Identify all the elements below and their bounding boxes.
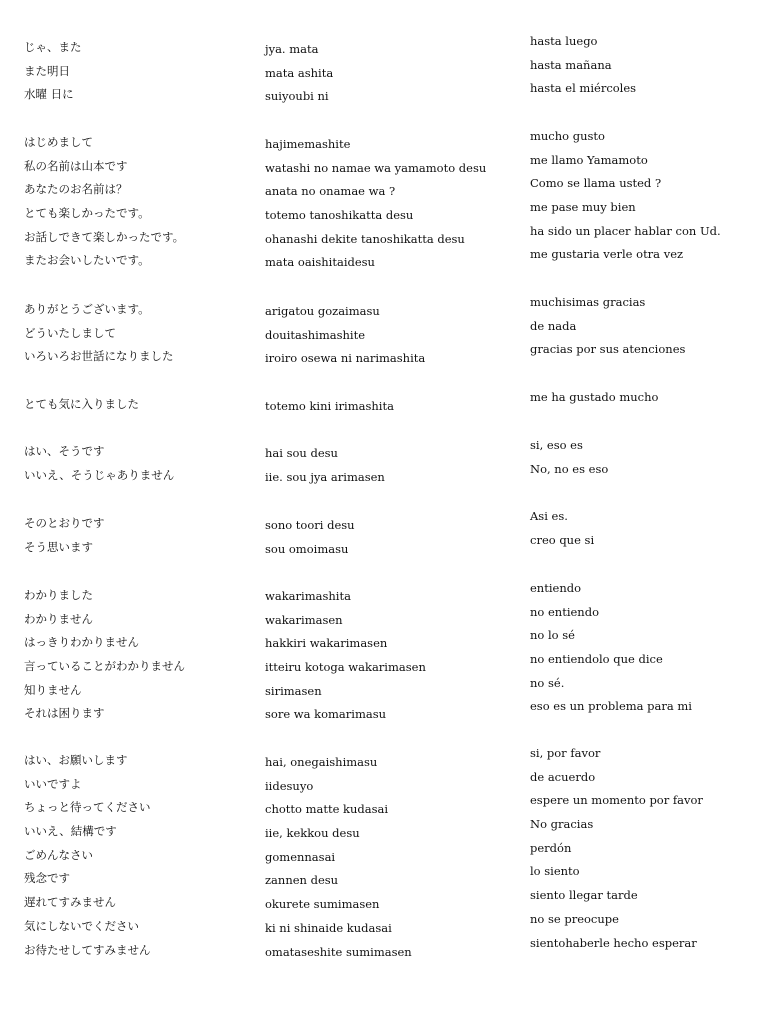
japanese-phrase: あなたのお名前は？	[24, 182, 128, 197]
japanese-phrase: 言っていることがわかりません	[24, 659, 185, 674]
spanish-phrase: sientohaberle hecho esperar	[530, 935, 697, 950]
spanish-phrase: espere un momento por favor	[530, 793, 703, 808]
romaji-phrase: anata no onamae wa ?	[265, 184, 396, 199]
japanese-phrase: お話しできて楽しかったです。	[24, 229, 185, 244]
spanish-phrase: si, eso es	[530, 438, 583, 452]
romaji-phrase: watashi no namae wa yamamoto desu	[265, 160, 487, 175]
romaji-phrase: suiyoubi ni	[265, 89, 329, 104]
phrase-group	[265, 585, 520, 727]
phrase-group	[24, 131, 254, 273]
spanish-phrase: mucho gusto	[530, 129, 605, 143]
spanish-phrase: lo siento	[530, 864, 580, 879]
phrase-group	[265, 751, 520, 964]
romaji-phrase: sore wa komarimasu	[265, 707, 387, 722]
spanish-phrase: no entiendo	[530, 604, 599, 619]
romaji-phrase: iidesuyo	[265, 778, 314, 793]
phrase-group	[265, 300, 520, 371]
romaji-phrase: zannen desu	[265, 873, 339, 888]
phrase-group	[530, 577, 765, 719]
spanish-phrase: No, no es eso	[530, 461, 609, 476]
phrase-group	[24, 298, 254, 369]
phrase-group	[530, 505, 765, 552]
japanese-phrase: お待たせしてすみません	[24, 942, 151, 957]
japanese-phrase: いいえ、結構です	[24, 824, 117, 839]
japanese-phrase: はじめまして	[24, 135, 93, 149]
japanese-phrase: それは困ります	[24, 706, 105, 721]
romaji-phrase: wakarimasen	[265, 612, 343, 627]
romaji-phrase: hajimemashite	[265, 137, 351, 151]
romaji-phrase: iroiro osewa ni narimashita	[265, 351, 426, 366]
romaji-phrase: hai sou desu	[265, 446, 338, 460]
spanish-phrase: si, por favor	[530, 746, 601, 760]
spanish-phrase: hasta mañana	[530, 57, 612, 72]
japanese-phrase: 残念です	[24, 871, 70, 886]
japanese-phrase: 遅れてすみません	[24, 895, 116, 910]
japanese-phrase: ちょっと待ってください	[24, 800, 151, 815]
romaji-phrase: sono toori desu	[265, 518, 355, 532]
phrase-group	[530, 30, 765, 101]
spanish-phrase: Como se llama usted ?	[530, 176, 662, 191]
spanish-phrase: me ha gustado mucho	[530, 390, 659, 404]
spanish-phrase: me gustaria verle otra vez	[530, 247, 684, 262]
japanese-phrase: そう思います	[24, 539, 93, 554]
japanese-phrase: 私の名前は山本です	[24, 158, 128, 173]
romaji-phrase: wakarimashita	[265, 589, 351, 603]
phrase-group	[265, 38, 520, 109]
romaji-phrase: chotto matte kudasai	[265, 802, 389, 817]
japanese-phrase: いいえ、そうじゃありません	[24, 467, 175, 482]
japanese-phrase: そのとおりです	[24, 516, 105, 530]
romaji-phrase: ohanashi dekite tanoshikatta desu	[265, 231, 465, 246]
spanish-phrase: me llamo Yamamoto	[530, 152, 648, 167]
japanese-phrase: ごめんなさい	[24, 847, 93, 862]
japanese-phrase: 水曜 日に	[24, 87, 74, 102]
spanish-phrase: hasta luego	[530, 34, 598, 48]
spanish-phrase: me pase muy bien	[530, 200, 636, 215]
phrase-group	[24, 440, 254, 487]
romaji-phrase: ki ni shinaide kudasai	[265, 920, 392, 935]
japanese-phrase: はっきりわかりません	[24, 635, 139, 650]
phrase-group	[265, 133, 520, 275]
romaji-phrase: totemo kini irimashita	[265, 399, 394, 413]
japanese-phrase: とても気に入りました	[24, 397, 139, 411]
romaji-phrase: hakkiri wakarimasen	[265, 636, 388, 651]
spanish-phrase: Asi es.	[530, 509, 568, 523]
romaji-phrase: okurete sumimasen	[265, 897, 380, 912]
spanish-phrase: eso es un problema para mi	[530, 699, 692, 714]
phrase-group	[24, 393, 254, 417]
spanish-phrase: no sé.	[530, 675, 565, 690]
japanese-phrase: はい、お願いします	[24, 753, 128, 767]
phrase-group	[530, 386, 765, 410]
spanish-phrase: perdón	[530, 840, 572, 855]
phrase-group	[265, 514, 520, 561]
japanese-phrase: いろいろお世話になりました	[24, 349, 174, 364]
romaji-phrase: omataseshite sumimasen	[265, 944, 412, 959]
spanish-phrase: de acuerdo	[530, 769, 596, 784]
spanish-phrase: no se preocupe	[530, 911, 619, 926]
spanish-phrase: creo que si	[530, 532, 595, 547]
spanish-phrase: siento llegar tarde	[530, 888, 638, 903]
phrase-group	[530, 742, 765, 955]
romaji-phrase: sirimasen	[265, 683, 322, 698]
japanese-phrase: わかりません	[24, 611, 93, 626]
phrase-group	[24, 584, 254, 726]
phrase-group	[530, 434, 765, 481]
phrase-group	[24, 749, 254, 962]
phrase-group	[265, 395, 520, 419]
japanese-phrase: はい、そうです	[24, 444, 105, 458]
romaji-phrase: hai, onegaishimasu	[265, 755, 378, 769]
japanese-phrase: いいですよ	[24, 776, 82, 791]
romaji-phrase: itteiru kotoga wakarimasen	[265, 660, 426, 675]
romaji-phrase: arigatou gozaimasu	[265, 304, 380, 318]
romaji-phrase: mata oaishitaidesu	[265, 255, 375, 270]
romaji-phrase: gomennasai	[265, 849, 336, 864]
japanese-phrase: わかりました	[24, 588, 93, 602]
japanese-phrase: ありがとうございます。	[24, 302, 150, 316]
spanish-phrase: de nada	[530, 318, 577, 333]
spanish-phrase: gracias por sus atenciones	[530, 342, 686, 357]
spanish-phrase: hasta el miércoles	[530, 81, 637, 96]
romaji-phrase: totemo tanoshikatta desu	[265, 208, 414, 223]
japanese-phrase: またお会いしたいです。	[24, 253, 150, 268]
spanish-phrase: ha sido un placer hablar con Ud.	[530, 223, 721, 238]
japanese-phrase: 気にしないでください	[24, 918, 139, 933]
phrase-group	[24, 36, 254, 107]
phrase-group	[530, 125, 765, 267]
romaji-phrase: jya. mata	[265, 42, 319, 56]
japanese-phrase: とても楽しかったです。	[24, 206, 150, 221]
phrase-group	[24, 512, 254, 559]
phrase-group	[265, 442, 520, 489]
japanese-phrase: また明日	[24, 63, 70, 78]
romaji-phrase: mata ashita	[265, 65, 334, 80]
spanish-phrase: no entiendolo que dice	[530, 652, 663, 667]
romaji-phrase: iie. sou jya arimasen	[265, 469, 385, 484]
japanese-phrase: 知りません	[24, 682, 82, 697]
spanish-phrase: No gracias	[530, 817, 594, 832]
phrase-group	[530, 291, 765, 362]
spanish-phrase: no lo sé	[530, 628, 575, 643]
spanish-phrase: entiendo	[530, 581, 582, 595]
japanese-phrase: どういたしまして	[24, 325, 116, 340]
romaji-phrase: sou omoimasu	[265, 541, 349, 556]
spanish-phrase: muchisimas gracias	[530, 295, 646, 309]
romaji-phrase: douitashimashite	[265, 327, 366, 342]
japanese-phrase: じゃ、また	[24, 40, 82, 54]
romaji-phrase: iie, kekkou desu	[265, 826, 360, 841]
